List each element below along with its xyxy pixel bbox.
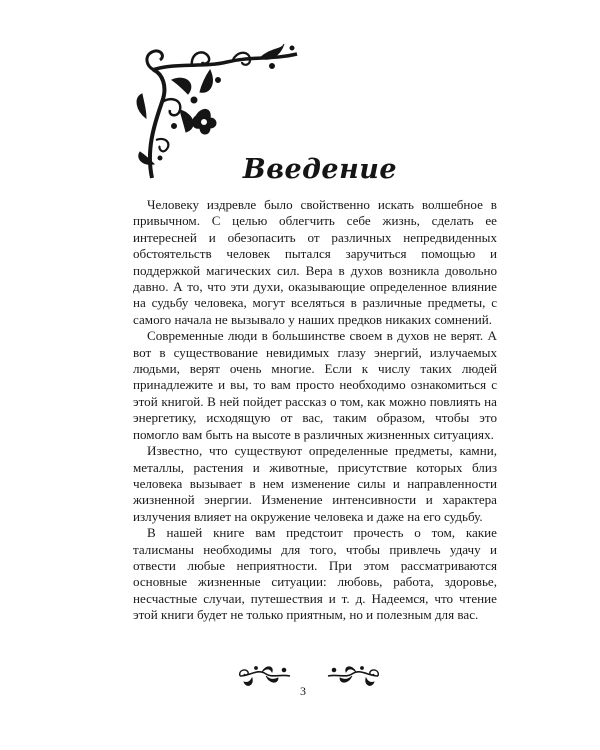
footer-ornament-right-icon	[324, 662, 382, 690]
paragraph: В нашей книге вам предстоит прочесть о том, какие талисманы необходимы для того, чтобы привлечь удачу и отвести любые неприятности. При этом рассматриваются основные жизненные ситуации: любовь, работа, здоровье, несчастные случаи, путешествия и т. д. Надеемся, что чтение этой книги будет не только приятным, но и полезным для вас.	[133, 525, 497, 623]
body-text	[133, 197, 497, 624]
page-footer	[0, 662, 600, 702]
page-number: 3	[300, 684, 306, 698]
paragraph: Известно, что существуют определенные предметы, камни, металлы, растения и животные, присутствие которых близ человека вызывает в нем изменение силы и направленности жизненной энергии. Изменение интенсивности и характера излучения влияет на окружение человека и даже на его судьбу.	[133, 443, 497, 524]
page-title: Введение	[242, 154, 398, 186]
paragraph: Современные люди в большинстве своем в духов не верят. А вот в существование невидимых глазу энергий, излучаемых людьми, верят очень многие. Если к числу таких людей принадлежите и вы, то вам просто необходимо ознакомиться с этой книгой. В ней пойдет рассказ о том, как можно повлиять на энергетику, исходящую от вас, таким образом, чтобы это помогло вам быть на высоте в различных жизненных ситуациях.	[133, 328, 497, 442]
paragraph: Человеку издревле было свойственно искать волшебное в привычном. С целью облегчить себе жизнь, сделать ее интересней и обезопасить от различных непредвиденных обстоятельств человек пытался заручиться помощью и поддержкой магических сил. Вера в духов возникла довольно давно. А то, что эти духи, оказывающие определенное влияние на судьбу человека, могут вселяться в различные предметы, с самого начала не вызывало у наших предков никаких сомнений.	[133, 197, 497, 327]
